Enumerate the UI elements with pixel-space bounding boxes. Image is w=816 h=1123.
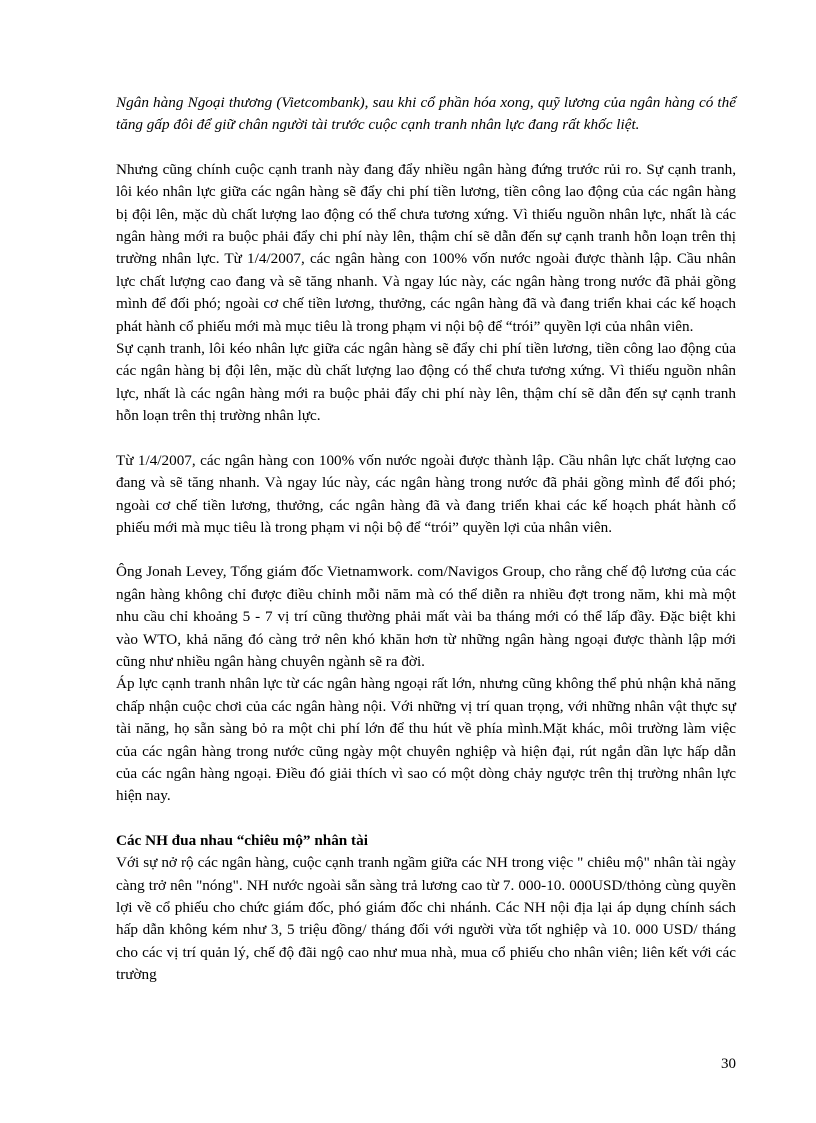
body-paragraph-5: Áp lực cạnh tranh nhân lực từ các ngân hàng ngoại rất lớn, nhưng cũng không thể phủ nhận khả năng chấp nhận cuộc chơi của các ngân hàng nội. Với những vị trí quan trọng, với những nhân vật thực sự tài năng, họ sẵn sàng bỏ ra một chi phí lớn để thu hút về phía mình.Mặt khác, môi trường làm việc của các ngân hàng trong nước cũng ngày một chuyên nghiệp và hiện đại, rút ngắn dần lực hấp dẫn của các ngân hàng ngoại. Điều đó giải thích vì sao có một dòng chảy ngược trên thị trường nhân lực hiện nay.: [116, 675, 736, 805]
paragraph-gap: [116, 428, 736, 450]
page-number: 30: [721, 1056, 736, 1072]
body-paragraph-3: Từ 1/4/2007, các ngân hàng con 100% vốn nước ngoài được thành lập. Cầu nhân lực chất lượng cao đang và sẽ tăng nhanh. Và ngay lúc này, các ngân hàng trong nước đã phải gồng mình để đối phó; ngoài cơ chế tiền lương, thưởng, các ngân hàng đã và đang triển khai các kế hoạch phát hành cổ phiếu mới mà mục tiêu là trong phạm vi nội bộ để “trói” quyền lợi của nhân viên.: [116, 451, 736, 536]
page-body: [116, 92, 736, 987]
paragraph-gap: [116, 137, 736, 159]
paragraph-gap: [116, 808, 736, 830]
intro-italic-paragraph: Ngân hàng Ngoại thương (Vietcombank), sau khi cổ phần hóa xong, quỹ lương của ngân hàng có thể tăng gấp đôi để giữ chân người tài trước cuộc cạnh tranh nhân lực đang rất khốc liệt.: [116, 94, 736, 134]
section-heading: Các NH đua nhau “chiêu mộ” nhân tài: [116, 831, 368, 849]
body-paragraph-1: Nhưng cũng chính cuộc cạnh tranh này đang đẩy nhiều ngân hàng đứng trước rủi ro. Sự cạnh tranh, lôi kéo nhân lực giữa các ngân hàng sẽ đẩy chi phí tiền lương, tiền công lao động của các ngân hàng bị đội lên, mặc dù chất lượng lao động có thể chưa tương xứng. Vì thiếu nguồn nhân lực, nhất là các ngân hàng mới ra buộc phải đẩy chi phí này lên, thậm chí sẽ dẫn đến sự cạnh tranh hỗn loạn trên thị trường nhân lực. Từ 1/4/2007, các ngân hàng con 100% vốn nước ngoài được thành lập. Cầu nhân lực chất lượng cao đang và sẽ tăng nhanh. Và ngay lúc này, các ngân hàng trong nước đã phải gồng mình để đối phó; ngoài cơ chế tiền lương, thưởng, các ngân hàng đã và đang triển khai các kế hoạch phát hành cổ phiếu mới mà mục tiêu là trong phạm vi nội bộ để “trói” quyền lợi của nhân viên.: [116, 160, 736, 335]
body-paragraph-4: Ông Jonah Levey, Tổng giám đốc Vietnamwork. com/Navigos Group, cho rằng chế độ lương của các ngân hàng không chỉ được điều chỉnh mỗi năm mà có thể diễn ra nhiều đợt trong năm, khi mà một nhu cầu chỉ khoảng 5 - 7 vị trí cũng thường phải mất vài ba tháng mới có thể lấp đầy. Đặc biệt khi vào WTO, khả năng đó càng trở nên khó khăn hơn từ những ngân hàng ngoại được thành lập mới cũng như nhiều ngân hàng chuyên ngành sẽ ra đời.: [116, 563, 736, 670]
body-paragraph-2: Sự cạnh tranh, lôi kéo nhân lực giữa các ngân hàng sẽ đẩy chi phí tiền lương, tiền công lao động của các ngân hàng bị đội lên, mặc dù chất lượng lao động có thể chưa tương xứng. Vì thiếu nguồn nhân lực, nhất là các ngân hàng mới ra buộc phải đẩy chi phí này lên, thậm chí sẽ dẫn đến sự cạnh tranh hỗn loạn trên thị trường nhân lực.: [116, 340, 736, 425]
paragraph-gap: [116, 539, 736, 561]
section-paragraph: Với sự nở rộ các ngân hàng, cuộc cạnh tranh ngầm giữa các NH trong việc " chiêu mộ" nhân tài ngày càng trở nên "nóng". NH nước ngoài sẵn sàng trả lương cao từ 7. 000-10. 000USD/thỏng cùng quyền lợi về cổ phiếu cho chức giám đốc, phó giám đốc chi nhánh. Các NH nội địa lại áp dụng chính sách hấp dẫn không kém như 3, 5 triệu đồng/ tháng đối với người vừa tốt nghiệp và 10. 000 USD/ tháng cho các vị trí quản lý, chế độ đãi ngộ cao như mua nhà, mua cổ phiếu cho nhân viên; liên kết với các trường: [116, 854, 736, 984]
